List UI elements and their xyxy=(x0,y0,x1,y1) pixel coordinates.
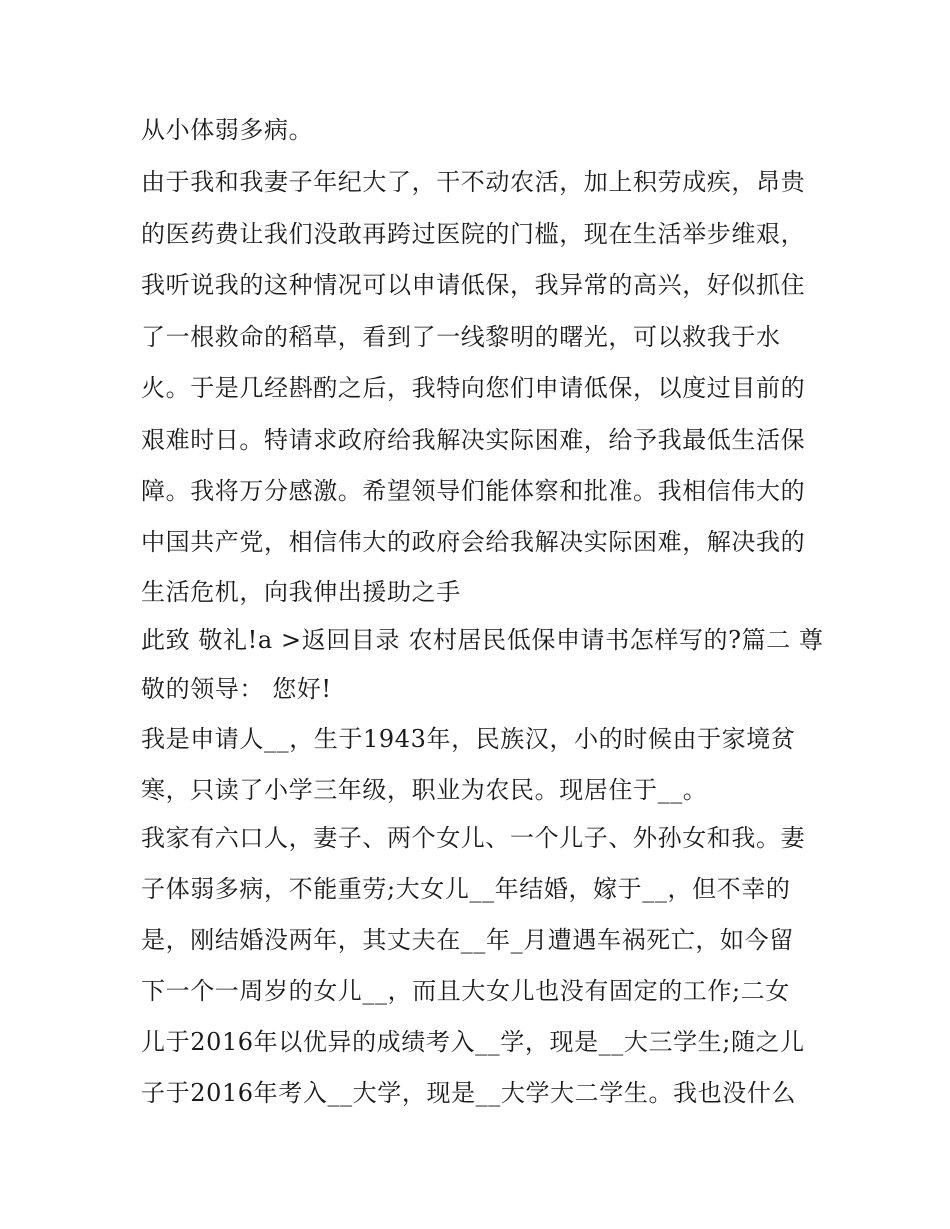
text-line: 障。我将万分感激。希望领导们能体察和批准。我相信伟大的 xyxy=(141,477,806,505)
text-line: 我听说我的这种情况可以申请低保，我异常的高兴，好似抓住 xyxy=(141,271,806,299)
text-line: 火。于是几经斟酌之后，我特向您们申请低保，以度过目前的 xyxy=(141,374,806,402)
text-line: 子于2016年考入__大学，现是__大学大二学生。我也没什么 xyxy=(141,1079,797,1107)
text-line: 子体弱多病，不能重劳;大女儿__年结婚，嫁于__，但不幸的 xyxy=(141,875,791,903)
text-line: 我是申请人__，生于1943年，民族汉，小的时候由于家境贫 xyxy=(141,725,796,753)
text-line: 从小体弱多病。 xyxy=(141,116,314,144)
text-line: 敬的领导： 您好! xyxy=(141,675,332,703)
text-line: 下一个一周岁的女儿__，而且大女儿也没有固定的工作;二女 xyxy=(141,977,790,1005)
text-line: 由于我和我妻子年纪大了，干不动农活，加上积劳成疾，昂贵 xyxy=(141,168,806,196)
text-line: 中国共产党，相信伟大的政府会给我解决实际困难，解决我的 xyxy=(141,528,806,556)
text-line: 我家有六口人，妻子、两个女儿、一个儿子、外孙女和我。妻 xyxy=(141,824,806,852)
text-line: 此致 敬礼!a >返回目录 农村居民低保申请书怎样写的?篇二 尊 xyxy=(141,626,824,654)
text-line: 生活危机，向我伸出援助之手 xyxy=(141,578,461,606)
text-line: 艰难时日。特请求政府给我解决实际困难，给予我最低生活保 xyxy=(141,426,806,454)
text-line: 的医药费让我们没敢再跨过医院的门槛，现在生活举步维艰， xyxy=(141,220,806,248)
text-line: 了一根救命的稻草，看到了一线黎明的曙光，可以救我于水 xyxy=(141,323,781,351)
text-line: 寒，只读了小学三年级，职业为农民。现居住于__。 xyxy=(141,776,708,804)
text-line: 儿于2016年以优异的成绩考入__学，现是__大三学生;随之儿 xyxy=(141,1028,805,1056)
text-line: 是，刚结婚没两年，其丈夫在__年_月遭遇车祸死亡，如今留 xyxy=(141,926,794,954)
